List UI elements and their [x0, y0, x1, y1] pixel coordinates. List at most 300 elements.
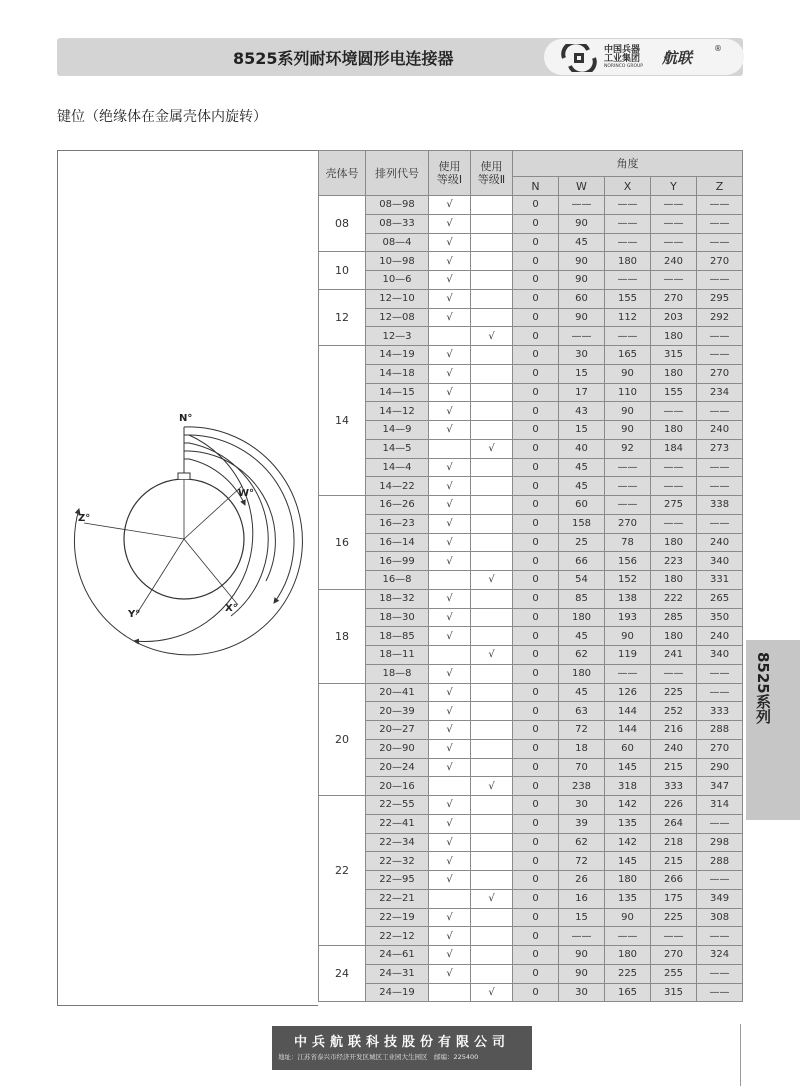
grade2-check-cell	[471, 627, 513, 646]
grade2-check-cell	[471, 721, 513, 740]
grade2-check-cell	[471, 364, 513, 383]
angle-y-cell: 180	[651, 421, 697, 440]
grade1-check-cell: √	[429, 421, 471, 440]
angle-y-cell: 315	[651, 983, 697, 1002]
angle-n-cell: 0	[513, 571, 559, 590]
table-row	[319, 814, 743, 833]
arrangement-code-cell: 22—21	[366, 889, 429, 908]
angle-y-cell: 226	[651, 796, 697, 815]
angle-y-cell: 222	[651, 589, 697, 608]
table-row	[319, 571, 743, 590]
col-arrangement: 排列代号	[366, 151, 429, 196]
grade2-check-cell	[471, 702, 513, 721]
angle-n-cell: 0	[513, 777, 559, 796]
angle-w-cell: 72	[559, 721, 605, 740]
angle-w-cell: 72	[559, 852, 605, 871]
angle-n-cell: 0	[513, 196, 559, 215]
label-x: X°	[225, 603, 238, 614]
table-row	[319, 983, 743, 1002]
angle-x-cell: ——	[605, 233, 651, 252]
grade2-check-cell: √	[471, 327, 513, 346]
angle-x-cell: 119	[605, 646, 651, 665]
angle-x-cell: 90	[605, 627, 651, 646]
table-row	[319, 739, 743, 758]
grade1-check-cell: √	[429, 871, 471, 890]
angle-x-cell: 152	[605, 571, 651, 590]
angle-n-cell: 0	[513, 552, 559, 571]
angle-y-cell: 285	[651, 608, 697, 627]
angle-n-cell: 0	[513, 833, 559, 852]
grade2-check-cell	[471, 871, 513, 890]
angle-w-cell: 45	[559, 233, 605, 252]
angle-x-cell: 78	[605, 533, 651, 552]
table-row	[319, 702, 743, 721]
col-grade2: 使用 等级Ⅱ	[471, 151, 513, 196]
grade2-check-cell	[471, 814, 513, 833]
angle-n-cell: 0	[513, 364, 559, 383]
arrangement-code-cell: 14—5	[366, 439, 429, 458]
grade1-check-cell: √	[429, 833, 471, 852]
arrangement-code-cell: 18—32	[366, 589, 429, 608]
logo-english-text: NORINCO GROUP	[604, 64, 644, 69]
angle-x-cell: 180	[605, 252, 651, 271]
table-row	[319, 327, 743, 346]
angle-z-cell: 240	[697, 533, 743, 552]
arrangement-code-cell: 16—99	[366, 552, 429, 571]
arrangement-code-cell: 20—90	[366, 739, 429, 758]
grade1-check-cell: √	[429, 964, 471, 983]
angle-y-cell: 255	[651, 964, 697, 983]
grade1-check-cell: √	[429, 589, 471, 608]
angle-x-cell: 60	[605, 739, 651, 758]
angle-x-cell: 90	[605, 364, 651, 383]
grade2-check-cell	[471, 252, 513, 271]
arrangement-code-cell: 22—41	[366, 814, 429, 833]
table-row	[319, 758, 743, 777]
angle-y-cell: 270	[651, 946, 697, 965]
grade1-check-cell: √	[429, 383, 471, 402]
angle-y-cell: 184	[651, 439, 697, 458]
angle-y-cell: 180	[651, 571, 697, 590]
table-row	[319, 252, 743, 271]
angle-w-cell: ——	[559, 196, 605, 215]
angle-y-cell: 266	[651, 871, 697, 890]
col-x: X	[605, 177, 651, 196]
grade1-check-cell	[429, 983, 471, 1002]
angle-z-cell: 324	[697, 946, 743, 965]
label-y: Y°	[128, 609, 141, 620]
angle-x-cell: 92	[605, 439, 651, 458]
arrangement-code-cell: 14—15	[366, 383, 429, 402]
table-row	[319, 777, 743, 796]
angle-x-cell: ——	[605, 477, 651, 496]
keyway-angle-table	[318, 150, 743, 1002]
angle-x-cell: 90	[605, 908, 651, 927]
angle-w-cell: 90	[559, 964, 605, 983]
angle-w-cell: 45	[559, 683, 605, 702]
angle-x-cell: ——	[605, 271, 651, 290]
col-n: N	[513, 177, 559, 196]
arrangement-code-cell: 18—85	[366, 627, 429, 646]
angle-z-cell: ——	[697, 402, 743, 421]
angle-y-cell: 180	[651, 627, 697, 646]
angle-x-cell: ——	[605, 496, 651, 515]
angle-y-cell: 180	[651, 533, 697, 552]
angle-y-cell: 240	[651, 739, 697, 758]
angle-z-cell: 292	[697, 308, 743, 327]
angle-x-cell: ——	[605, 927, 651, 946]
angle-n-cell: 0	[513, 439, 559, 458]
grade2-check-cell	[471, 664, 513, 683]
grade2-check-cell: √	[471, 777, 513, 796]
angle-n-cell: 0	[513, 589, 559, 608]
table-row	[319, 964, 743, 983]
angle-z-cell: ——	[697, 871, 743, 890]
angle-w-cell: 15	[559, 908, 605, 927]
angle-z-cell: ——	[697, 664, 743, 683]
arrangement-code-cell: 10—6	[366, 271, 429, 290]
grade1-check-cell: √	[429, 664, 471, 683]
angle-y-cell: ——	[651, 664, 697, 683]
arrangement-code-cell: 12—08	[366, 308, 429, 327]
shell-number-cell: 14	[319, 346, 366, 496]
angle-n-cell: 0	[513, 252, 559, 271]
grade1-check-cell	[429, 571, 471, 590]
angle-z-cell: 340	[697, 646, 743, 665]
arrangement-code-cell: 14—9	[366, 421, 429, 440]
shell-number-cell: 20	[319, 683, 366, 796]
grade1-check-cell: √	[429, 252, 471, 271]
table-row	[319, 589, 743, 608]
grade2-check-cell	[471, 533, 513, 552]
angle-n-cell: 0	[513, 533, 559, 552]
grade1-check-cell: √	[429, 721, 471, 740]
angle-y-cell: ——	[651, 477, 697, 496]
angle-w-cell: ——	[559, 327, 605, 346]
grade1-check-cell: √	[429, 233, 471, 252]
angle-y-cell: 155	[651, 383, 697, 402]
angle-n-cell: 0	[513, 496, 559, 515]
arrangement-code-cell: 14—18	[366, 364, 429, 383]
table-row	[319, 889, 743, 908]
angle-y-cell: 275	[651, 496, 697, 515]
table-row	[319, 683, 743, 702]
angle-n-cell: 0	[513, 346, 559, 365]
page-title: 8525系列耐环境圆形电连接器	[233, 49, 454, 68]
angle-y-cell: 333	[651, 777, 697, 796]
angle-w-cell: 25	[559, 533, 605, 552]
angle-w-cell: 54	[559, 571, 605, 590]
angle-y-cell: 175	[651, 889, 697, 908]
arrangement-code-cell: 24—19	[366, 983, 429, 1002]
angle-w-cell: 16	[559, 889, 605, 908]
angle-z-cell: 288	[697, 852, 743, 871]
table-row	[319, 458, 743, 477]
angle-w-cell: 90	[559, 252, 605, 271]
angle-y-cell: 225	[651, 908, 697, 927]
grade1-check-cell: √	[429, 927, 471, 946]
arrangement-code-cell: 18—30	[366, 608, 429, 627]
arrangement-code-cell: 12—10	[366, 289, 429, 308]
angle-n-cell: 0	[513, 664, 559, 683]
table-row	[319, 552, 743, 571]
arrangement-code-cell: 22—34	[366, 833, 429, 852]
grade1-check-cell	[429, 889, 471, 908]
label-n: N°	[179, 413, 193, 424]
angle-n-cell: 0	[513, 327, 559, 346]
table-row	[319, 871, 743, 890]
angle-n-cell: 0	[513, 927, 559, 946]
grade2-check-cell	[471, 908, 513, 927]
angle-w-cell: 180	[559, 608, 605, 627]
arrangement-code-cell: 16—26	[366, 496, 429, 515]
grade1-check-cell	[429, 777, 471, 796]
arrangement-code-cell: 22—12	[366, 927, 429, 946]
angle-n-cell: 0	[513, 852, 559, 871]
arrangement-code-cell: 14—12	[366, 402, 429, 421]
angle-n-cell: 0	[513, 608, 559, 627]
shell-number-cell: 18	[319, 589, 366, 683]
table-row	[319, 271, 743, 290]
angle-z-cell: 240	[697, 627, 743, 646]
angle-z-cell: 338	[697, 496, 743, 515]
arrangement-code-cell: 22—32	[366, 852, 429, 871]
logo-emblem-icon	[558, 44, 600, 72]
angle-n-cell: 0	[513, 477, 559, 496]
col-shell: 壳体号	[319, 151, 366, 196]
grade2-check-cell	[471, 402, 513, 421]
grade2-check-cell: √	[471, 646, 513, 665]
angle-x-cell: 180	[605, 871, 651, 890]
angle-w-cell: 45	[559, 627, 605, 646]
footer-address: 地址：江苏省泰兴市经济开发区城区工业园大生园区 邮编：225400	[278, 1053, 479, 1061]
table-row	[319, 908, 743, 927]
angle-x-cell: 90	[605, 421, 651, 440]
angle-y-cell: ——	[651, 402, 697, 421]
table-row	[319, 289, 743, 308]
col-w: W	[559, 177, 605, 196]
angle-w-cell: 62	[559, 646, 605, 665]
grade1-check-cell: √	[429, 196, 471, 215]
grade2-check-cell	[471, 833, 513, 852]
col-grade1: 使用 等级Ⅰ	[429, 151, 471, 196]
grade2-check-cell: √	[471, 571, 513, 590]
section-subtitle: 键位（绝缘体在金属壳体内旋转）	[57, 109, 267, 125]
arrangement-code-cell: 18—8	[366, 664, 429, 683]
angle-x-cell: 90	[605, 402, 651, 421]
label-z: Z°	[78, 513, 91, 524]
angle-z-cell: ——	[697, 458, 743, 477]
angle-n-cell: 0	[513, 908, 559, 927]
angle-w-cell: 180	[559, 664, 605, 683]
angle-y-cell: 203	[651, 308, 697, 327]
angle-z-cell: ——	[697, 983, 743, 1002]
angle-w-cell: 62	[559, 833, 605, 852]
angle-n-cell: 0	[513, 889, 559, 908]
angle-w-cell: 90	[559, 308, 605, 327]
grade2-check-cell	[471, 852, 513, 871]
table-row	[319, 421, 743, 440]
angle-y-cell: 225	[651, 683, 697, 702]
arrangement-code-cell: 20—41	[366, 683, 429, 702]
grade1-check-cell: √	[429, 364, 471, 383]
grade1-check-cell: √	[429, 946, 471, 965]
angle-w-cell: 30	[559, 346, 605, 365]
angle-w-cell: 15	[559, 364, 605, 383]
grade2-check-cell	[471, 271, 513, 290]
angle-x-cell: 138	[605, 589, 651, 608]
angle-z-cell: 273	[697, 439, 743, 458]
angle-x-cell: 110	[605, 383, 651, 402]
angle-n-cell: 0	[513, 814, 559, 833]
grade2-check-cell	[471, 308, 513, 327]
arrangement-code-cell: 12—3	[366, 327, 429, 346]
angle-n-cell: 0	[513, 871, 559, 890]
grade1-check-cell: √	[429, 402, 471, 421]
angle-y-cell: ——	[651, 514, 697, 533]
label-w: W°	[238, 488, 255, 499]
angle-x-cell: 135	[605, 889, 651, 908]
angle-x-cell: 126	[605, 683, 651, 702]
angle-y-cell: 270	[651, 289, 697, 308]
arrangement-code-cell: 22—19	[366, 908, 429, 927]
table-row	[319, 533, 743, 552]
logo-chinese-text: 中国兵器 工业集团	[604, 45, 641, 64]
angle-z-cell: 270	[697, 252, 743, 271]
arrangement-code-cell: 16—23	[366, 514, 429, 533]
table-row	[319, 308, 743, 327]
angle-x-cell: 144	[605, 721, 651, 740]
grade1-check-cell: √	[429, 271, 471, 290]
grade2-check-cell	[471, 552, 513, 571]
angle-z-cell: 314	[697, 796, 743, 815]
grade2-check-cell	[471, 683, 513, 702]
arrangement-code-cell: 20—16	[366, 777, 429, 796]
grade1-check-cell: √	[429, 214, 471, 233]
shell-number-cell: 16	[319, 496, 366, 590]
grade1-check-cell	[429, 439, 471, 458]
angle-y-cell: 264	[651, 814, 697, 833]
grade1-check-cell: √	[429, 852, 471, 871]
table-row	[319, 496, 743, 515]
angle-w-cell: 90	[559, 271, 605, 290]
arrangement-code-cell: 16—14	[366, 533, 429, 552]
angle-z-cell: 349	[697, 889, 743, 908]
angle-y-cell: ——	[651, 271, 697, 290]
angle-w-cell: ——	[559, 927, 605, 946]
grade2-check-cell	[471, 946, 513, 965]
angle-z-cell: 295	[697, 289, 743, 308]
angle-z-cell: 298	[697, 833, 743, 852]
arrangement-code-cell: 14—19	[366, 346, 429, 365]
angle-z-cell: ——	[697, 514, 743, 533]
grade1-check-cell: √	[429, 346, 471, 365]
angle-x-cell: 155	[605, 289, 651, 308]
angle-x-cell: 144	[605, 702, 651, 721]
table-row	[319, 364, 743, 383]
angle-x-cell: ——	[605, 214, 651, 233]
grade2-check-cell	[471, 289, 513, 308]
arrangement-code-cell: 24—31	[366, 964, 429, 983]
angle-z-cell: 331	[697, 571, 743, 590]
grade2-check-cell	[471, 458, 513, 477]
angle-x-cell: ——	[605, 664, 651, 683]
table-row	[319, 664, 743, 683]
table-row	[319, 383, 743, 402]
arrangement-code-cell: 10—98	[366, 252, 429, 271]
angle-w-cell: 238	[559, 777, 605, 796]
angle-w-cell: 45	[559, 458, 605, 477]
angle-y-cell: ——	[651, 458, 697, 477]
table-body	[319, 196, 743, 1002]
angle-n-cell: 0	[513, 627, 559, 646]
angle-x-cell: 142	[605, 833, 651, 852]
shell-number-cell: 08	[319, 196, 366, 252]
angle-z-cell: 333	[697, 702, 743, 721]
grade2-check-cell	[471, 477, 513, 496]
grade1-check-cell: √	[429, 814, 471, 833]
table-row	[319, 927, 743, 946]
footer-divider	[740, 1024, 741, 1086]
arrangement-code-cell: 20—39	[366, 702, 429, 721]
angle-x-cell: 270	[605, 514, 651, 533]
angle-n-cell: 0	[513, 271, 559, 290]
angle-n-cell: 0	[513, 739, 559, 758]
table-row	[319, 646, 743, 665]
footer-company: 中兵航联科技股份有限公司	[293, 1035, 510, 1050]
footer	[272, 1026, 532, 1070]
arrangement-code-cell: 08—4	[366, 233, 429, 252]
angle-w-cell: 90	[559, 946, 605, 965]
shell-number-cell: 24	[319, 946, 366, 1002]
grade1-check-cell: √	[429, 308, 471, 327]
angle-w-cell: 30	[559, 983, 605, 1002]
grade1-check-cell: √	[429, 552, 471, 571]
angle-w-cell: 45	[559, 477, 605, 496]
angle-z-cell: 308	[697, 908, 743, 927]
angle-n-cell: 0	[513, 796, 559, 815]
grade1-check-cell: √	[429, 758, 471, 777]
angle-y-cell: 215	[651, 758, 697, 777]
angle-w-cell: 158	[559, 514, 605, 533]
col-y: Y	[651, 177, 697, 196]
grade2-check-cell	[471, 758, 513, 777]
keyway-diagram-panel	[57, 150, 318, 1006]
arrangement-code-cell: 24—61	[366, 946, 429, 965]
angle-x-cell: 145	[605, 852, 651, 871]
grade1-check-cell: √	[429, 683, 471, 702]
angle-y-cell: 240	[651, 252, 697, 271]
company-logo	[544, 39, 744, 75]
grade2-check-cell	[471, 233, 513, 252]
arrangement-code-cell: 20—24	[366, 758, 429, 777]
grade2-check-cell	[471, 214, 513, 233]
angle-z-cell: ——	[697, 196, 743, 215]
angle-y-cell: 223	[651, 552, 697, 571]
grade1-check-cell: √	[429, 533, 471, 552]
angle-n-cell: 0	[513, 421, 559, 440]
table-row	[319, 946, 743, 965]
angle-x-cell: 135	[605, 814, 651, 833]
angle-z-cell: 288	[697, 721, 743, 740]
angle-w-cell: 26	[559, 871, 605, 890]
angle-x-cell: 142	[605, 796, 651, 815]
angle-w-cell: 30	[559, 796, 605, 815]
arrangement-code-cell: 08—33	[366, 214, 429, 233]
angle-w-cell: 17	[559, 383, 605, 402]
grade1-check-cell: √	[429, 627, 471, 646]
angle-x-cell: 156	[605, 552, 651, 571]
